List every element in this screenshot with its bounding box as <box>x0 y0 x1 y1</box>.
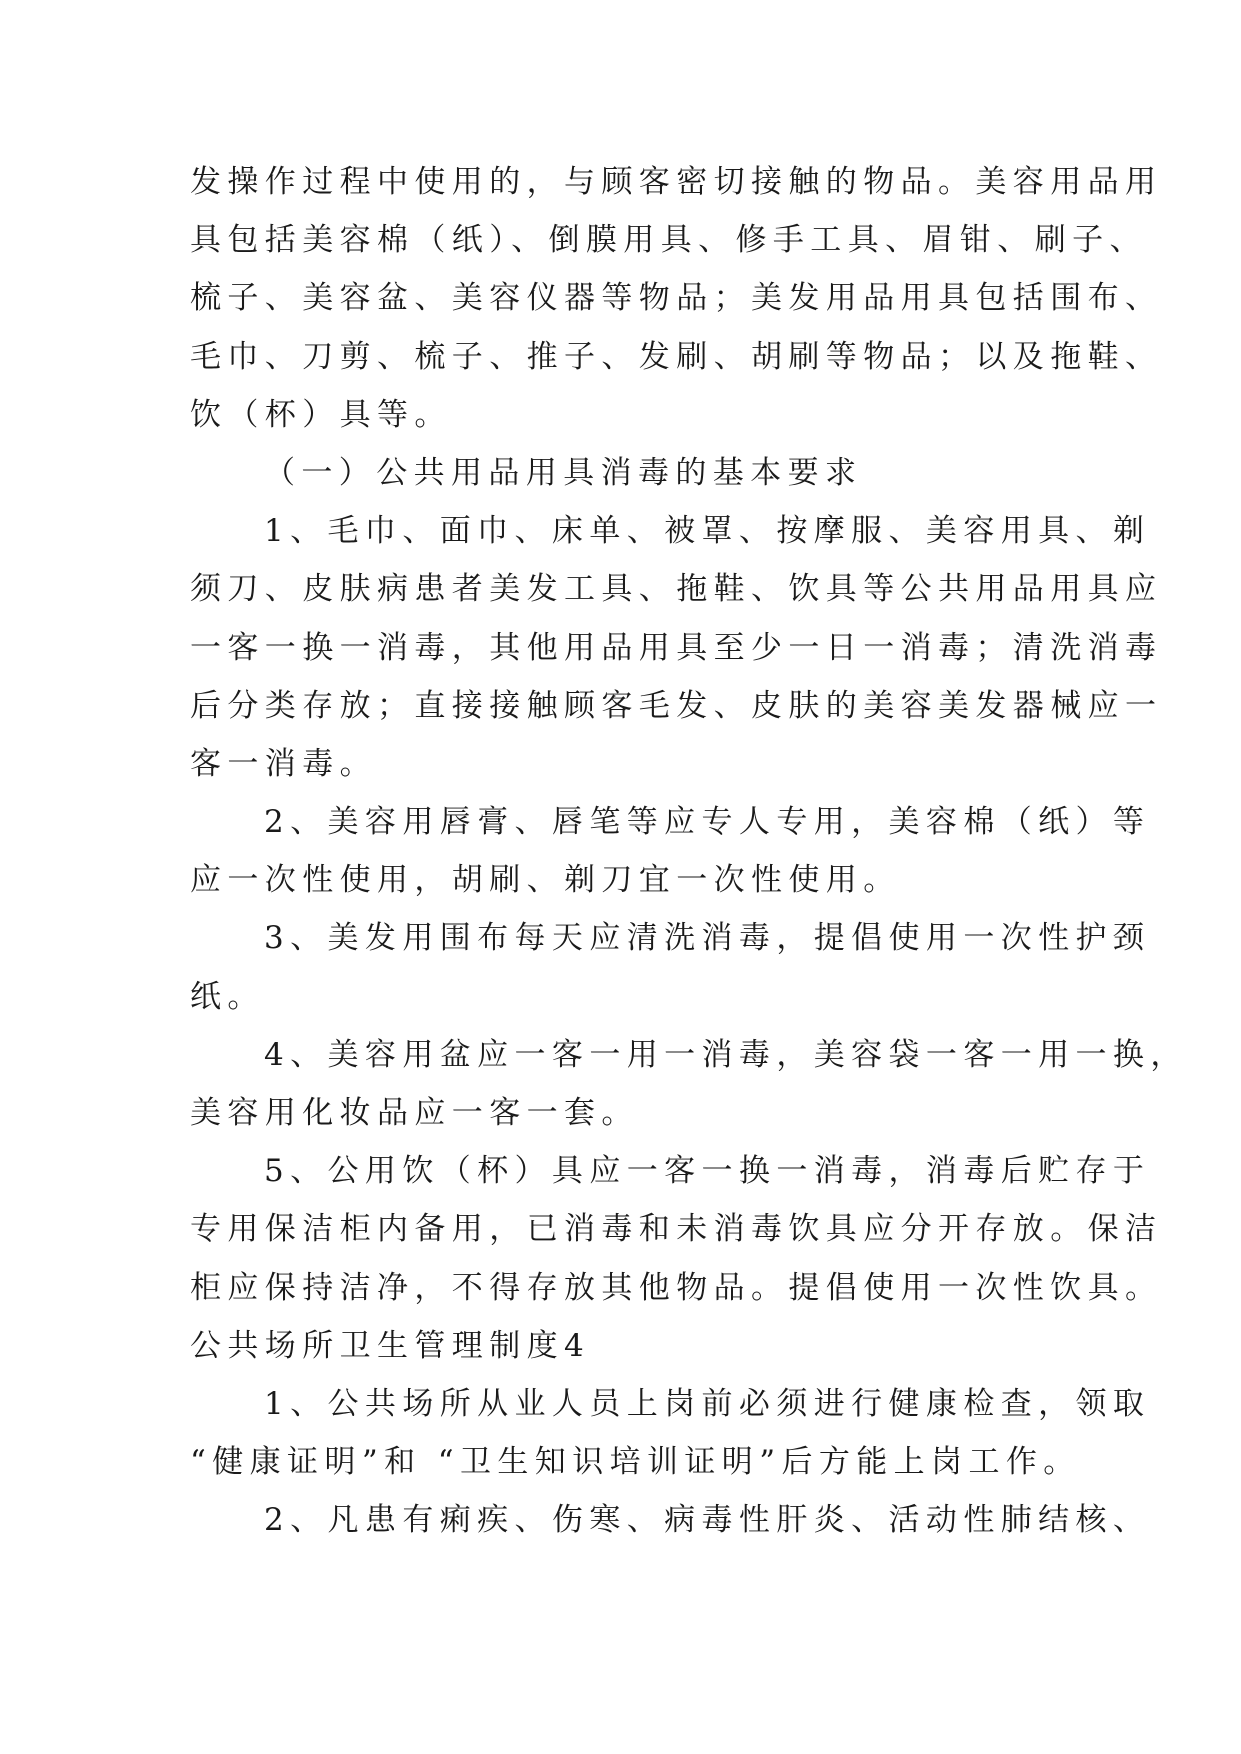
text-line: 毛巾、刀剪、梳子、推子、发刷、胡刷等物品；以及拖鞋、 <box>190 338 1163 375</box>
text-line: 梳子、美容盆、美容仪器等物品；美发用品用具包括围布、 <box>190 280 1163 317</box>
text-line: 专用保洁柜内备用，已消毒和未消毒饮具应分开存放。保洁 <box>190 1211 1163 1248</box>
section-heading: （一）公共用品用具消毒的基本要求 <box>264 454 863 491</box>
text-line: 4、美容用盆应一客一用一消毒，美容袋一客一用一换， <box>264 1036 1188 1073</box>
text-line: 3、美发用围布每天应清洗消毒，提倡使用一次性护颈 <box>264 920 1151 957</box>
text-line: 1、公共场所从业人员上岗前必须进行健康检查，领取 <box>264 1385 1151 1422</box>
text-line: 须刀、皮肤病患者美发工具、拖鞋、饮具等公共用品用具应 <box>190 571 1163 608</box>
text-line: 后分类存放；直接接触顾客毛发、皮肤的美容美发器械应一 <box>190 687 1163 724</box>
text-line: 柜应保持洁净，不得存放其他物品。提倡使用一次性饮具。 <box>190 1269 1163 1306</box>
text-line: 发操作过程中使用的，与顾客密切接触的物品。美容用品用 <box>190 164 1163 200</box>
text-line: 美容用化妆品应一客一套。 <box>190 1095 639 1131</box>
text-line: 纸。 <box>190 978 265 1015</box>
text-line: 客一消毒。 <box>190 745 377 782</box>
text-line: 2、凡患有痢疾、伤寒、病毒性肝炎、活动性肺结核、 <box>264 1502 1151 1539</box>
document-title: 公共场所卫生管理制度4 <box>190 1327 591 1364</box>
text-line: 2、美容用唇膏、唇笔等应专人专用，美容棉（纸）等 <box>264 804 1151 841</box>
text-line: 饮（杯）具等。 <box>190 396 452 433</box>
text-line: 5、公用饮（杯）具应一客一换一消毒，消毒后贮存于 <box>264 1153 1151 1190</box>
text-line: “健康证明”和 “卫生知识培训证明”后方能上岗工作。 <box>190 1444 1081 1481</box>
text-line: 应一次性使用，胡刷、剃刀宜一次性使用。 <box>190 862 901 899</box>
body-text <box>190 153 1188 1550</box>
text-line: 一客一换一消毒，其他用品用具至少一日一消毒；清洗消毒 <box>190 629 1163 666</box>
text-line: 具包括美容棉（纸）、倒膜用具、修手工具、眉钳、刷子、 <box>190 222 1147 259</box>
text-line: 1、毛巾、面巾、床单、被罩、按摩服、美容用具、剃 <box>264 513 1151 550</box>
